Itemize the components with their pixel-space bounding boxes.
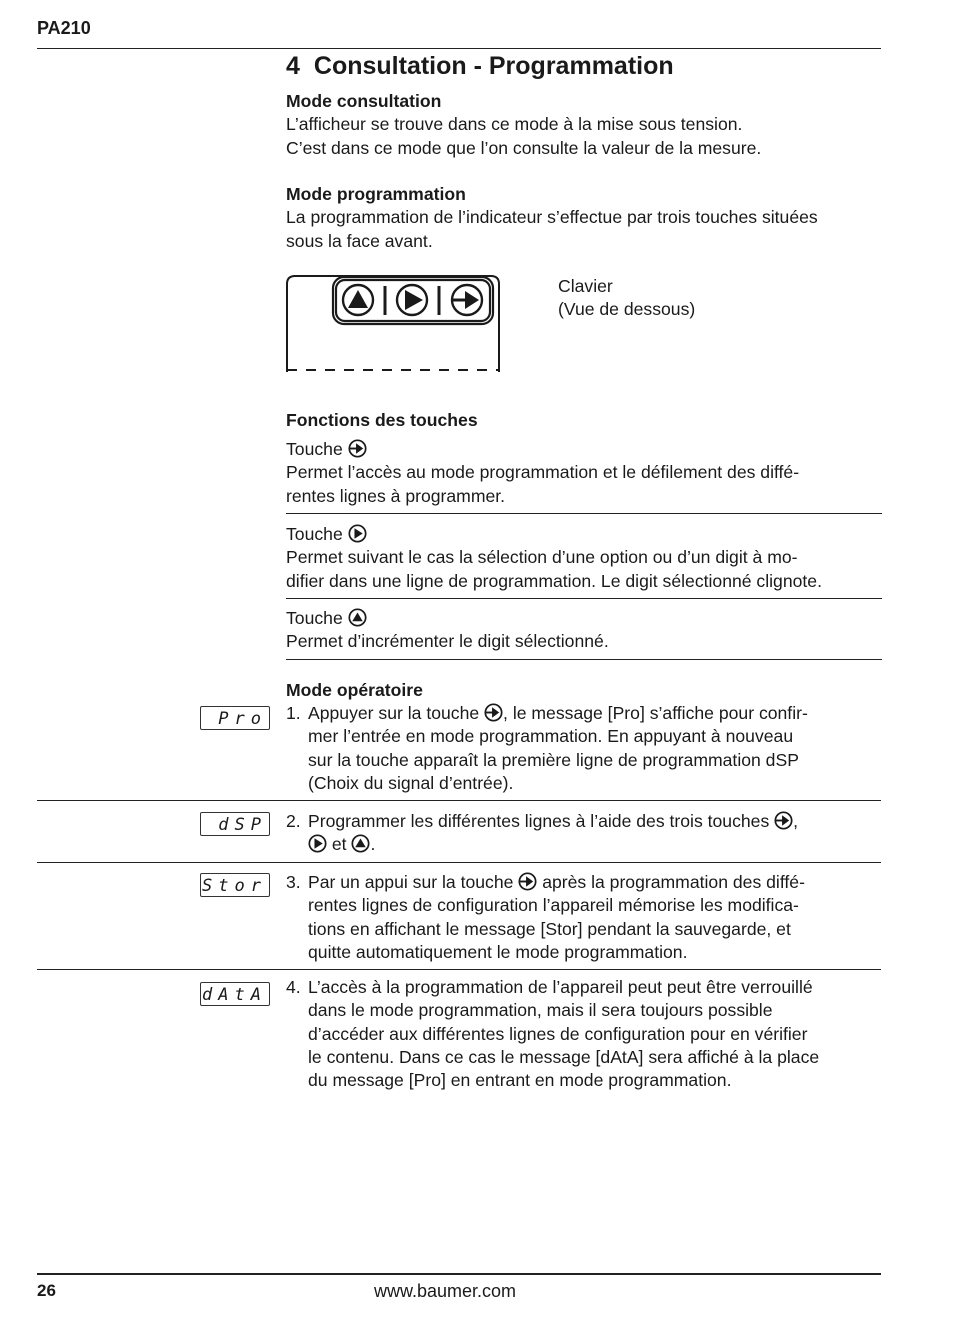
right-arrow-key-icon bbox=[348, 439, 367, 458]
right-triangle-key-icon bbox=[397, 285, 427, 315]
step-number: 4. bbox=[286, 977, 301, 997]
touche-label: Touche bbox=[286, 608, 343, 628]
step-text-part: mer l’entrée en mode programmation. En appuyant à nouveau bbox=[308, 726, 794, 747]
step-4 bbox=[286, 976, 882, 1092]
step-text bbox=[308, 810, 882, 857]
keypad-caption-line: (Vue de dessous) bbox=[558, 299, 696, 320]
header-rule bbox=[37, 48, 881, 49]
section-title bbox=[286, 52, 674, 81]
paragraph-line: rentes lignes à programmer. bbox=[286, 485, 506, 506]
fonctions-heading: Fonctions des touches bbox=[286, 410, 478, 430]
right-triangle-key-icon bbox=[308, 834, 327, 853]
step-text-part: , le message [Pro] s’affiche pour confir- bbox=[503, 703, 808, 723]
step-text-part: sur la touche apparaît la première ligne de programmation dSP bbox=[308, 749, 799, 770]
step-text-part: tions en affichant le message [Stor] pendant la sauvegarde, et bbox=[308, 918, 791, 939]
paragraph-line: Permet l’accès au mode programmation et le défilement des diffé- bbox=[286, 462, 800, 483]
step-text-part: . bbox=[370, 834, 376, 855]
step-text bbox=[308, 702, 882, 795]
display-dsp: dSP bbox=[200, 812, 270, 836]
up-triangle-key-icon bbox=[343, 285, 373, 315]
footer-rule bbox=[37, 1273, 881, 1275]
keypad-caption bbox=[558, 275, 695, 322]
step-3 bbox=[286, 871, 882, 964]
divider bbox=[286, 659, 882, 660]
step-number: 1. bbox=[286, 703, 301, 723]
step-number: 2. bbox=[286, 811, 301, 831]
step-1 bbox=[286, 702, 882, 795]
step-text-part: du message [Pro] en entrant en mode programmation. bbox=[308, 1070, 732, 1091]
step-text-part: (Choix du signal d’entrée). bbox=[308, 772, 514, 793]
divider bbox=[37, 800, 881, 801]
step-number: 3. bbox=[286, 872, 301, 892]
step-text-part: après la programmation des diffé- bbox=[542, 872, 805, 892]
step-text-part: , bbox=[793, 811, 799, 831]
up-key-description bbox=[286, 607, 882, 654]
touche-label: Touche bbox=[286, 524, 343, 544]
keypad-diagram bbox=[285, 274, 503, 374]
website-link[interactable]: www.baumer.com bbox=[374, 1281, 517, 1301]
up-triangle-key-icon bbox=[351, 834, 370, 853]
up-triangle-key-icon bbox=[348, 608, 367, 627]
step-text-part: et bbox=[331, 834, 347, 855]
display-stor: Stor bbox=[200, 873, 270, 897]
right-arrow-key-icon bbox=[484, 703, 503, 722]
right-triangle-key-icon bbox=[348, 524, 367, 543]
divider bbox=[37, 969, 881, 970]
step-text-part: le contenu. Dans ce cas le message [dAtA] sera affiché à la place bbox=[308, 1046, 820, 1067]
display-data: dAtA bbox=[200, 982, 270, 1006]
right-arrow-key-icon bbox=[452, 285, 482, 315]
step-text-part: Appuyer sur la touche bbox=[308, 703, 480, 723]
mode-consultation-block bbox=[286, 90, 882, 160]
keypad-caption-line: Clavier bbox=[558, 276, 613, 296]
step-text-part: Programmer les différentes lignes à l’aide des trois touches bbox=[308, 811, 770, 831]
paragraph-line: L’afficheur se trouve dans ce mode à la mise sous tension. bbox=[286, 114, 743, 135]
mode-consultation-heading: Mode consultation bbox=[286, 91, 442, 111]
paragraph-line: sous la face avant. bbox=[286, 230, 433, 251]
page-number: 26 bbox=[37, 1281, 56, 1300]
touche-label: Touche bbox=[286, 439, 343, 459]
step-text-part: dans le mode programmation, mais il sera toujours possible bbox=[308, 1000, 773, 1021]
divider bbox=[286, 598, 882, 599]
arrow-key-description bbox=[286, 438, 882, 508]
display-pro: Pro bbox=[200, 706, 270, 730]
paragraph-line: Permet suivant le cas la sélection d’une option ou d’un digit à mo- bbox=[286, 547, 798, 568]
mode-programmation-heading: Mode programmation bbox=[286, 184, 466, 204]
mode-operatoire-heading: Mode opératoire bbox=[286, 680, 423, 700]
divider bbox=[286, 513, 882, 514]
step-text bbox=[308, 976, 882, 1092]
document-model: PA210 bbox=[37, 18, 91, 38]
step-text-part: L’accès à la programmation de l’appareil peut peut être verrouillé bbox=[308, 977, 813, 997]
right-key-description bbox=[286, 523, 882, 593]
section-title-text: Consultation - Programmation bbox=[313, 52, 674, 80]
paragraph-line: difier dans une ligne de programmation. Le digit sélectionné clignote. bbox=[286, 570, 822, 591]
step-text bbox=[308, 871, 882, 964]
step-text-part: quitte automatiquement le mode programmation. bbox=[308, 941, 688, 962]
paragraph-line: La programmation de l’indicateur s’effectue par trois touches situées bbox=[286, 207, 818, 228]
mode-programmation-block bbox=[286, 183, 882, 253]
divider bbox=[37, 862, 881, 863]
step-2 bbox=[286, 810, 882, 857]
step-text-part: Par un appui sur la touche bbox=[308, 872, 514, 892]
step-text-part: d’accéder aux différentes lignes de configuration pour en vérifier bbox=[308, 1023, 808, 1044]
paragraph-line: C’est dans ce mode que l’on consulte la valeur de la mesure. bbox=[286, 137, 762, 158]
section-number: 4 bbox=[286, 52, 300, 80]
step-text-part: rentes lignes de configuration l’appareil mémorise les modifica- bbox=[308, 895, 799, 916]
right-arrow-key-icon bbox=[518, 872, 537, 891]
right-arrow-key-icon bbox=[774, 811, 793, 830]
paragraph-line: Permet d’incrémenter le digit sélectionné. bbox=[286, 631, 609, 652]
